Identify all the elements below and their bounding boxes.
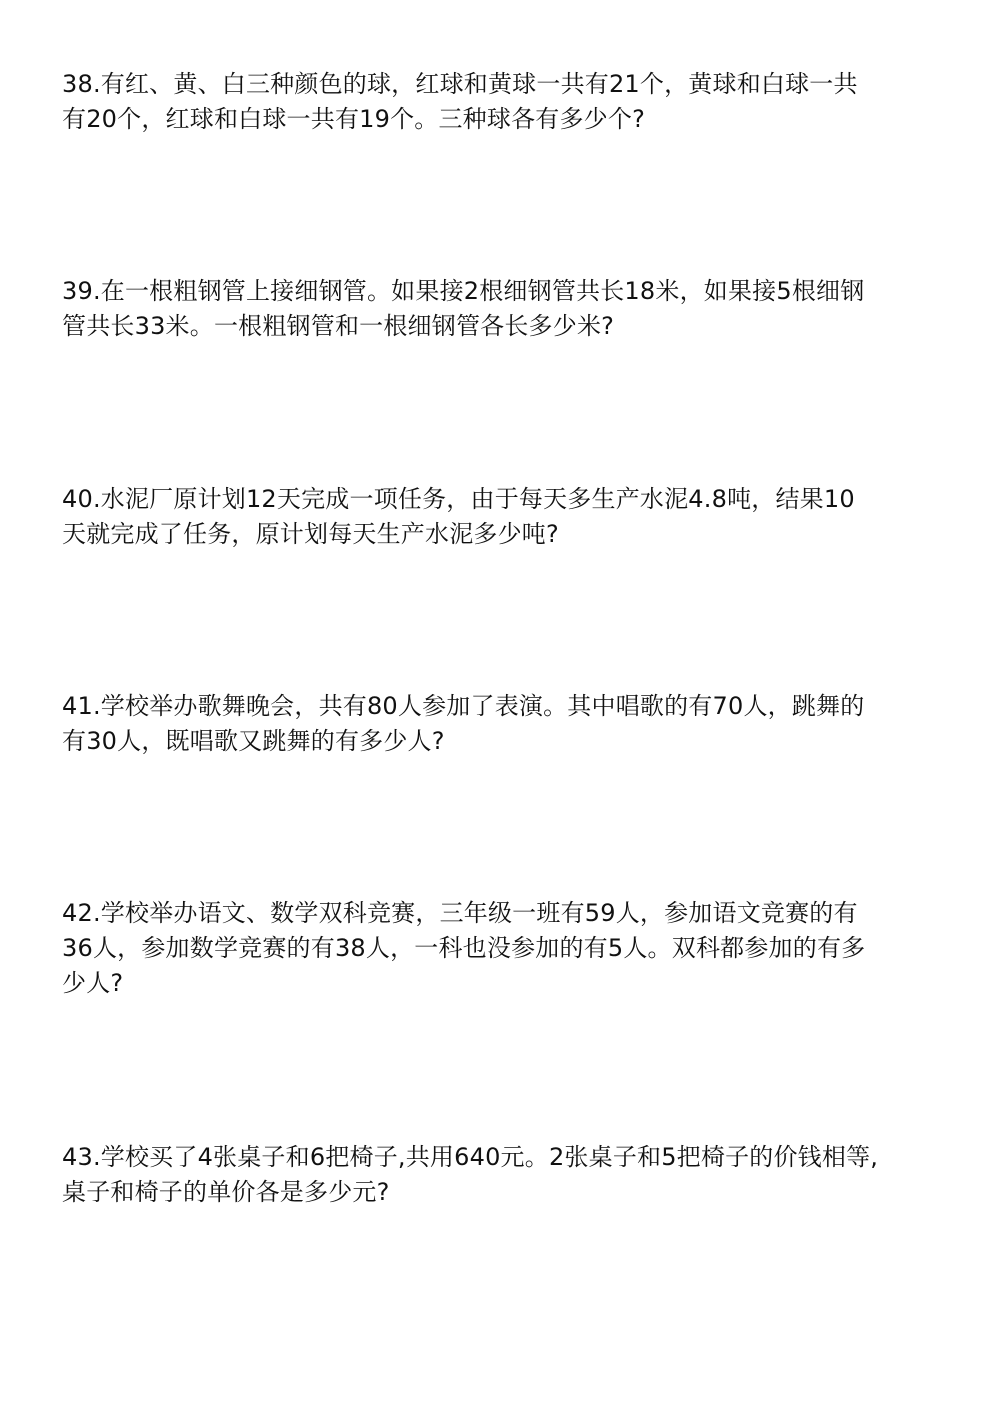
problem-40 [62, 482, 932, 552]
problem-line: 38.有红、黄、白三种颜色的球，红球和黄球一共有21个，黄球和白球一共 [62, 70, 858, 98]
problem-line: 管共长33米。一根粗钢管和一根细钢管各长多少米? [62, 312, 615, 340]
problem-line: 少人? [62, 969, 124, 997]
problem-line: 桌子和椅子的单价各是多少元? [62, 1178, 390, 1206]
problem-41 [62, 689, 932, 759]
problem-line: 39.在一根粗钢管上接细钢管。如果接2根细钢管共长18米，如果接5根细钢 [62, 277, 865, 305]
problem-line: 36人，参加数学竞赛的有38人，一科也没参加的有5人。双科都参加的有多 [62, 934, 866, 962]
problem-line: 42.学校举办语文、数学双科竞赛，三年级一班有59人，参加语文竞赛的有 [62, 899, 858, 927]
problem-42 [62, 896, 932, 1001]
problem-line: 40.水泥厂原计划12天完成一项任务，由于每天多生产水泥4.8吨，结果10 [62, 485, 855, 513]
problem-43 [62, 1140, 932, 1210]
problem-line: 有30人，既唱歌又跳舞的有多少人? [62, 727, 445, 755]
problem-line: 天就完成了任务，原计划每天生产水泥多少吨? [62, 520, 559, 548]
problem-line: 43.学校买了4张桌子和6把椅子,共用640元。2张桌子和5把椅子的价钱相等, [62, 1143, 879, 1171]
problem-line: 有20个，红球和白球一共有19个。三种球各有多少个? [62, 105, 646, 133]
problem-line: 41.学校举办歌舞晚会，共有80人参加了表演。其中唱歌的有70人，跳舞的 [62, 692, 865, 720]
problem-39 [62, 274, 932, 344]
problem-38 [62, 67, 932, 137]
